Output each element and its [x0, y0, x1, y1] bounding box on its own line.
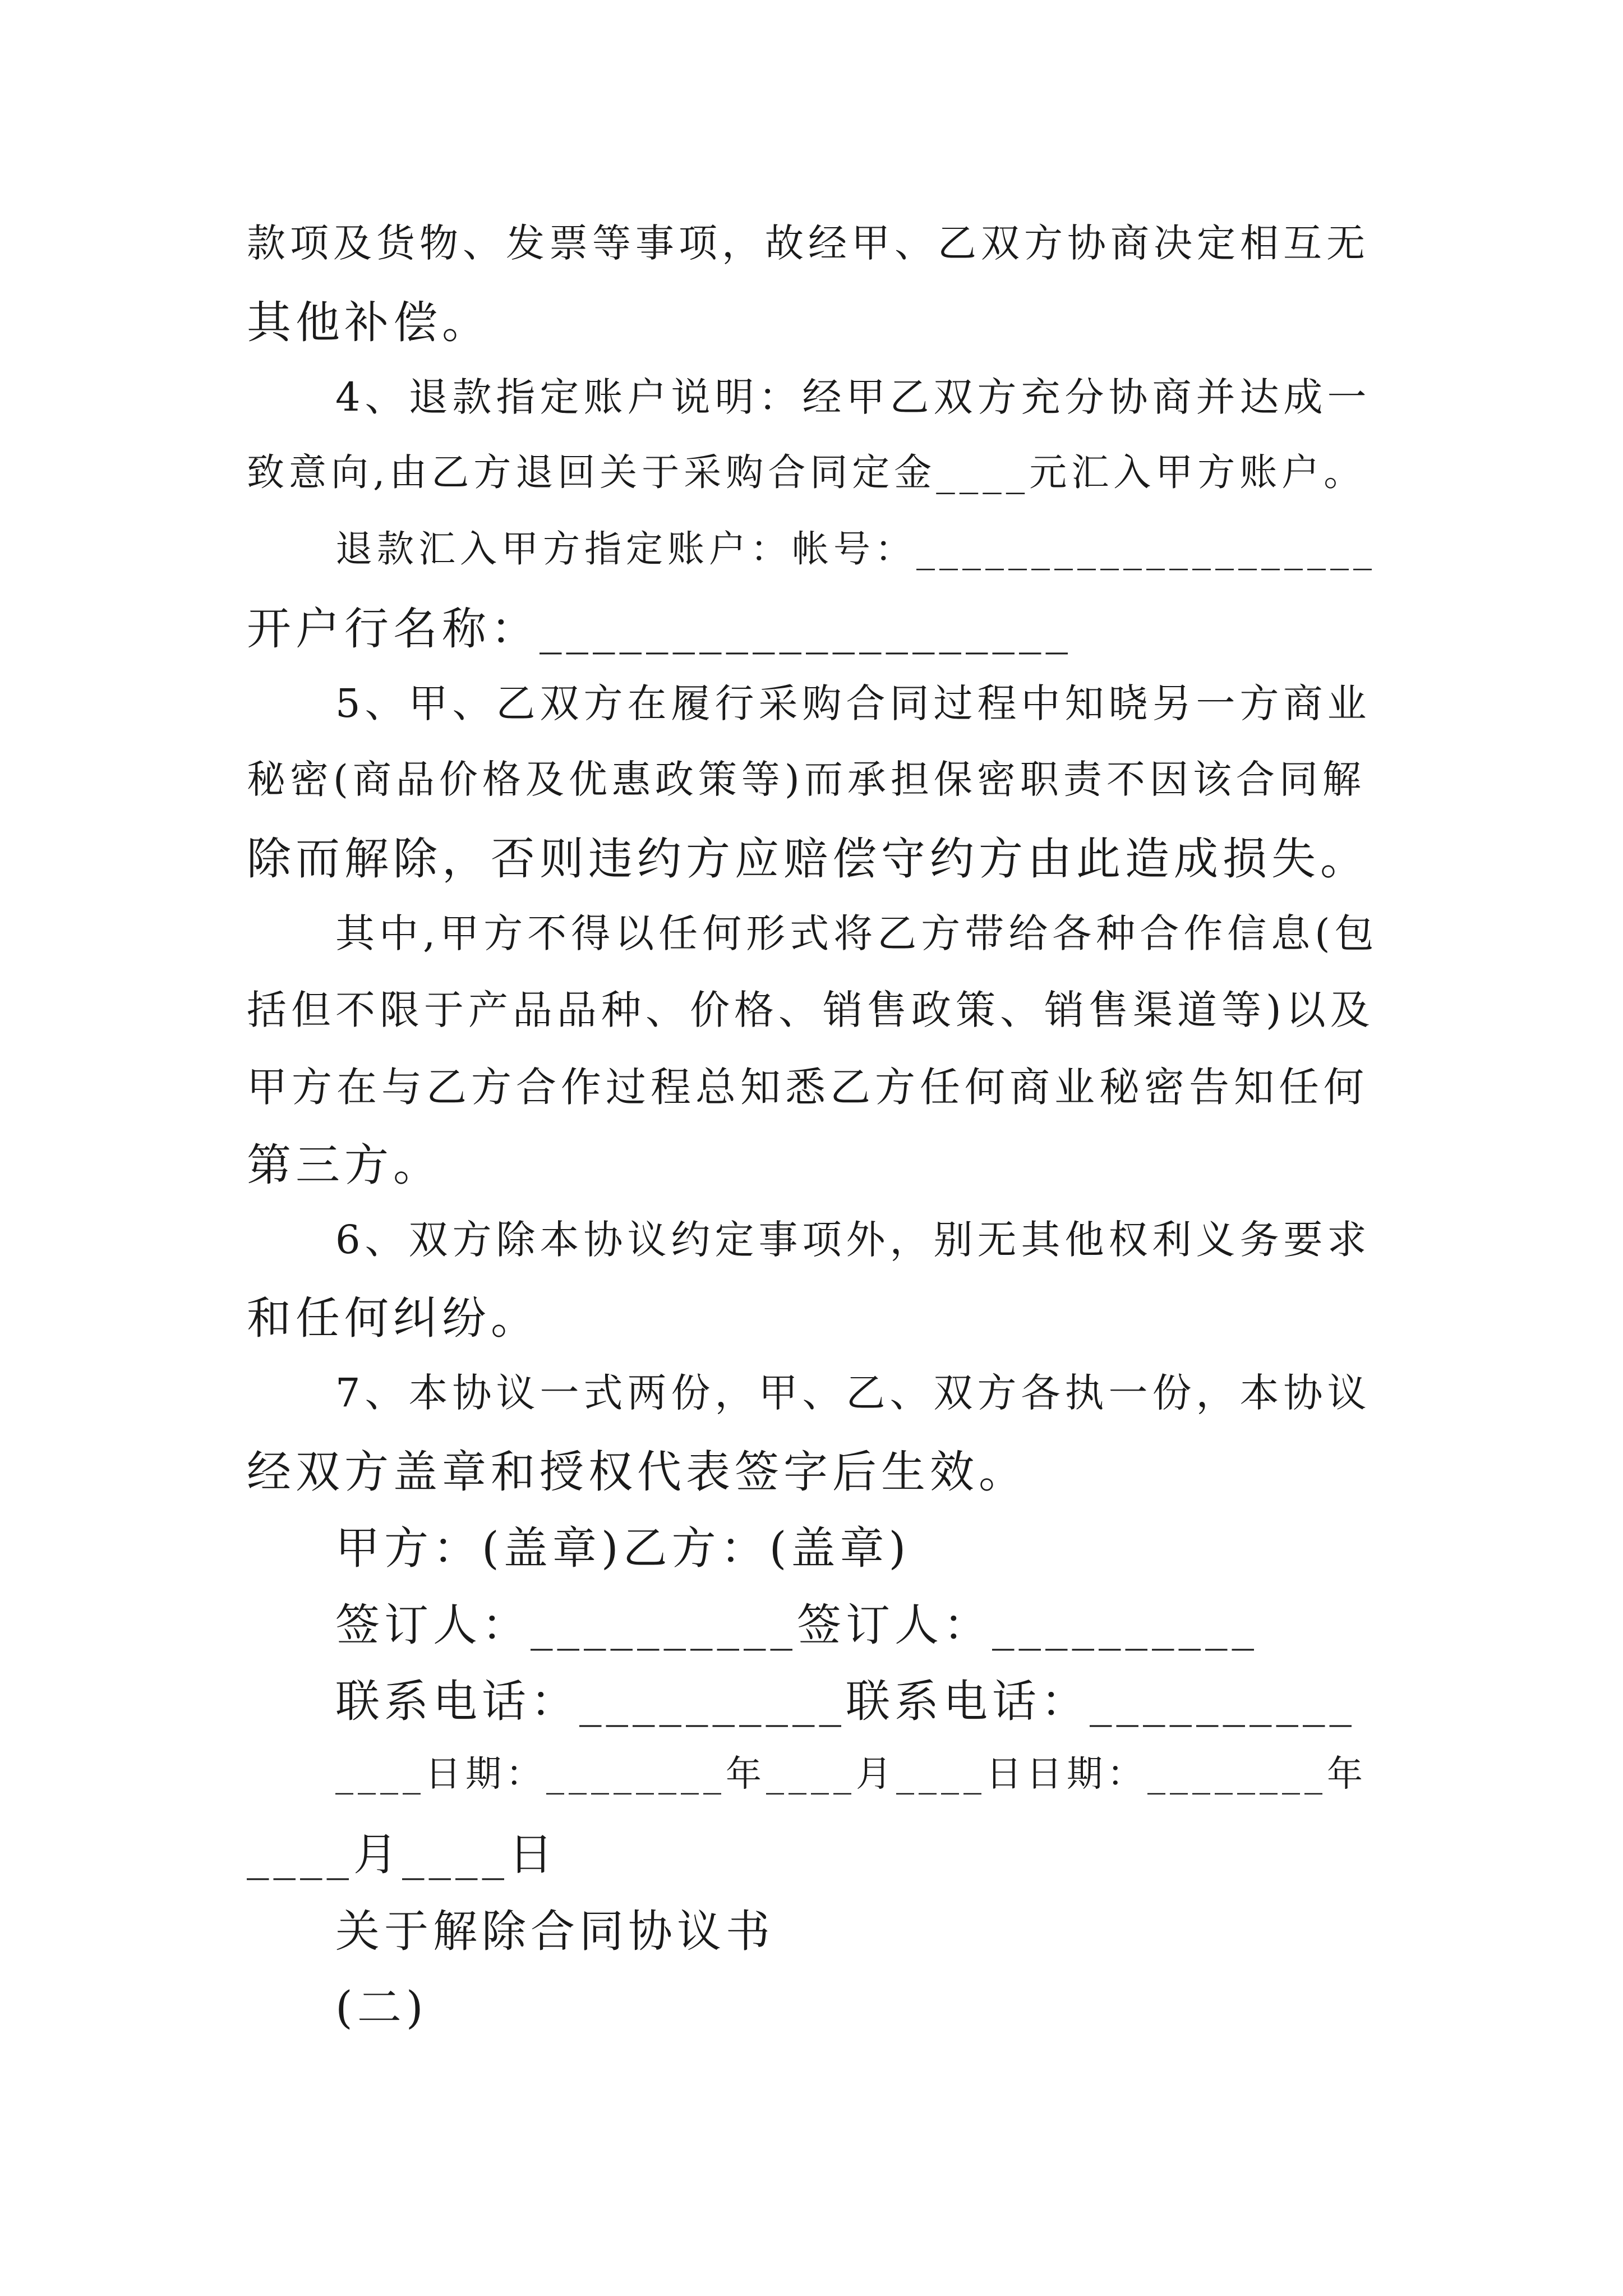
text-line: 和任何纠纷。 — [247, 1292, 540, 1344]
text-line: 开户行名称：____________________ — [247, 603, 1072, 655]
text-line: 退款汇入甲方指定账户：帐号：____________________ — [335, 527, 1376, 570]
text-line: 其中,甲方不得以任何形式将乙方带给各种合作信息(包 — [335, 910, 1378, 956]
text-line: 5、甲、乙双方在履行采购合同过程中知晓另一方商业 — [335, 680, 1371, 726]
text-line: 其他补偿。 — [247, 297, 491, 348]
text-line: 致意向,由乙方退回关于采购合同定金____元汇入甲方账户。 — [247, 450, 1366, 494]
text-line: 除而解除，否则违约方应赔偿守约方由此造成损失。 — [247, 833, 1369, 885]
text-line: 签订人：__________签订人：__________ — [335, 1599, 1258, 1651]
text-line: 6、双方除本协议约定事项外，别无其他权利义务要求 — [335, 1217, 1371, 1263]
text-line: 款项及货物、发票等事项，故经甲、乙双方协商决定相互无 — [247, 221, 1370, 266]
text-line: 4、退款指定账户说明：经甲乙双方充分协商并达成一 — [335, 374, 1371, 420]
text-line: 甲方：(盖章)乙方：(盖章) — [335, 1522, 911, 1574]
text-line: ____月____日 — [247, 1829, 557, 1880]
text-line: 7、本协议一式两份，甲、乙、双方各执一份，本协议 — [335, 1370, 1371, 1416]
text-line: 第三方。 — [247, 1139, 442, 1191]
text-line: ____日期：________年____月____日日期：________年 — [335, 1754, 1367, 1795]
section-number: (二) — [335, 1982, 428, 2033]
text-line: 经双方盖章和授权代表签字后生效。 — [247, 1446, 1027, 1498]
text-line: 括但不限于产品品种、价格、销售政策、销售渠道等)以及 — [247, 987, 1375, 1033]
text-line: 联系电话：__________联系电话：__________ — [335, 1676, 1356, 1727]
section-heading: 关于解除合同协议书 — [335, 1906, 774, 1957]
text-line: 甲方在与乙方合作过程总知悉乙方任何商业秘密告知任何 — [247, 1064, 1369, 1111]
text-line: 秘密(商品价格及优惠政策等)而承担保密职责不因该合同解 — [247, 757, 1366, 802]
